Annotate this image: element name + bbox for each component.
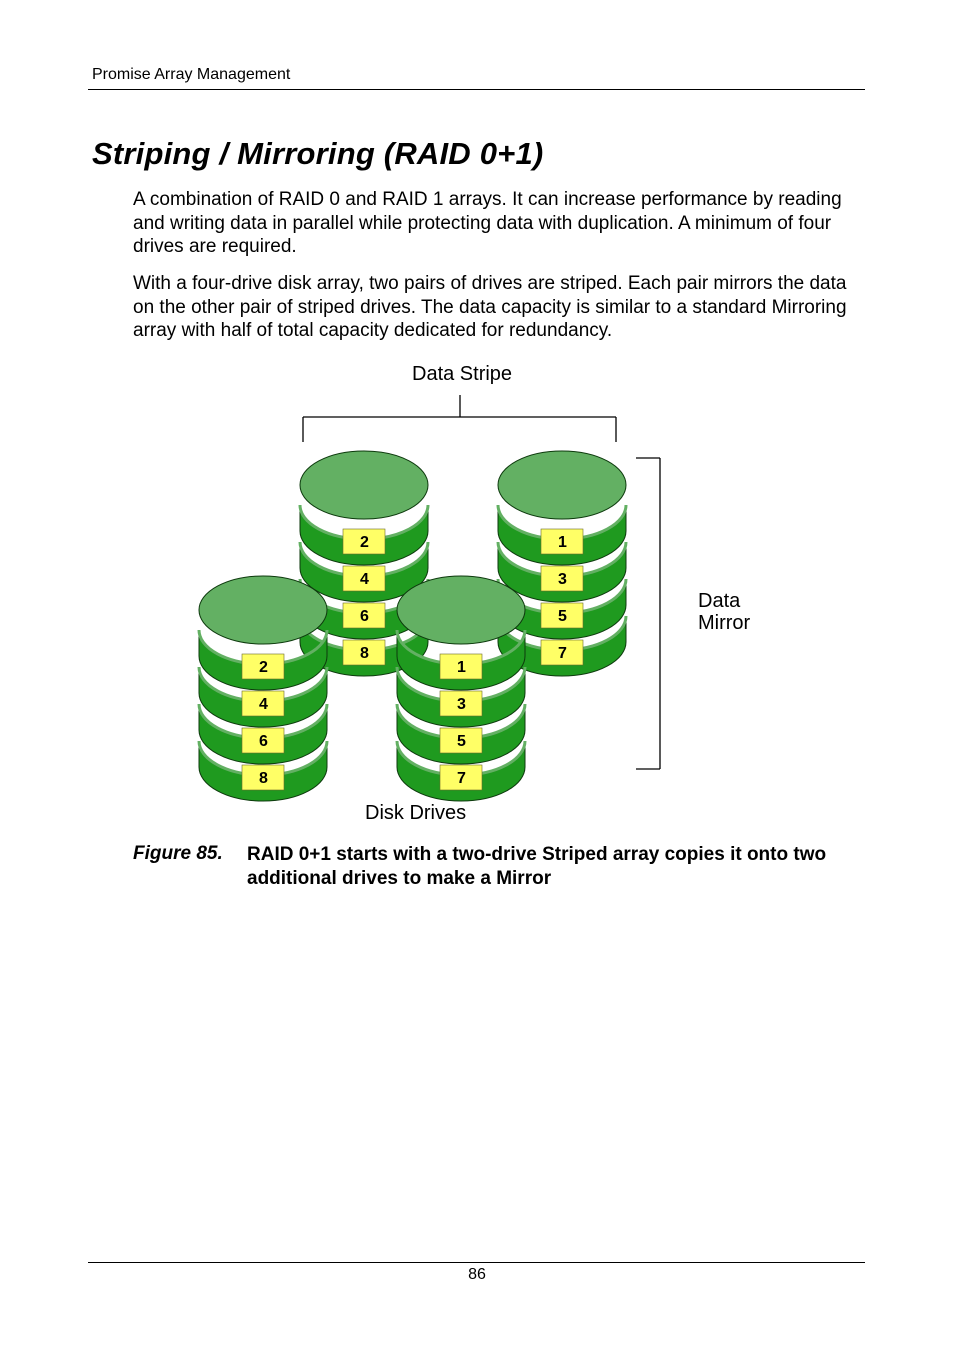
block-number: 7 bbox=[558, 645, 567, 662]
paragraph-2: With a four-drive disk array, two pairs of drives are striped. Each pair mirrors the data on the other pair of striped drives. The data capacity is similar to a standard Mirroring array with half of total capacity dedicated for redundancy. bbox=[133, 273, 847, 341]
block-number: 8 bbox=[360, 645, 369, 662]
data-mirror-label-line1: Data bbox=[698, 590, 741, 612]
drive-top-cap bbox=[300, 451, 428, 519]
block-number: 8 bbox=[259, 770, 268, 787]
raid-diagram bbox=[0, 350, 954, 840]
disk-drives-group bbox=[199, 451, 626, 801]
page-number: 86 bbox=[468, 1266, 486, 1283]
block-number: 5 bbox=[558, 608, 567, 625]
block-number: 1 bbox=[558, 534, 567, 551]
block-number: 2 bbox=[360, 534, 369, 551]
block-number: 1 bbox=[457, 659, 466, 676]
paragraph-1: A combination of RAID 0 and RAID 1 arrays. It can increase performance by reading and writing data in parallel while protecting data with duplication. A minimum of four drives are required. bbox=[133, 189, 842, 257]
block-number: 4 bbox=[259, 696, 268, 713]
disk-drive bbox=[300, 451, 428, 676]
drive-top-cap bbox=[397, 576, 525, 644]
data-mirror-bracket bbox=[636, 458, 660, 769]
section-title: Striping / Mirroring (RAID 0+1) bbox=[92, 136, 544, 171]
disk-drive bbox=[199, 576, 327, 801]
disk-drive bbox=[397, 576, 525, 801]
disk-drives-label: Disk Drives bbox=[365, 802, 467, 824]
footer-rule bbox=[88, 1262, 865, 1263]
block-number: 7 bbox=[457, 770, 466, 787]
drive-top-cap bbox=[498, 451, 626, 519]
block-number: 6 bbox=[360, 608, 369, 625]
block-number: 3 bbox=[457, 696, 466, 713]
block-number: 3 bbox=[558, 571, 567, 588]
disk-drive bbox=[498, 451, 626, 676]
header-rule bbox=[88, 89, 865, 90]
figure-number: Figure 85. bbox=[133, 843, 223, 864]
block-number: 2 bbox=[259, 659, 268, 676]
block-number: 5 bbox=[457, 733, 466, 750]
data-stripe-bracket bbox=[303, 395, 616, 442]
drive-top-cap bbox=[199, 576, 327, 644]
data-mirror-label-line2: Mirror bbox=[698, 612, 751, 634]
data-stripe-label: Data Stripe bbox=[412, 363, 513, 385]
block-number: 6 bbox=[259, 733, 268, 750]
figure-caption: RAID 0+1 starts with a two-drive Striped array copies it onto two additional drives to make a Mirror bbox=[247, 844, 827, 889]
block-number: 4 bbox=[360, 571, 369, 588]
header-title: Promise Array Management bbox=[92, 66, 291, 83]
